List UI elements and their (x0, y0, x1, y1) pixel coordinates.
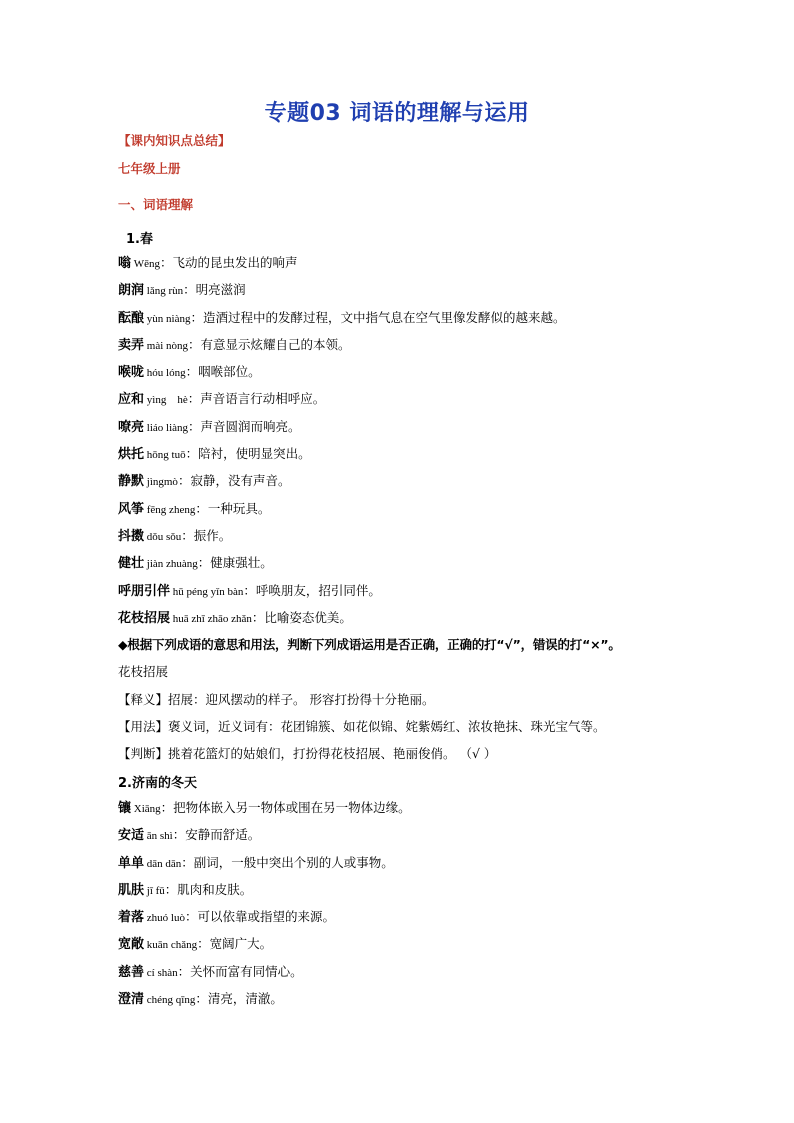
vocab-definition: ：陪衬，使明显突出。 (185, 446, 311, 462)
vocab-term: 风筝 (118, 501, 145, 517)
vocab-entry (118, 389, 718, 416)
vocab-entry (118, 253, 718, 280)
vocab-entry (118, 989, 718, 1016)
vocab-definition: ：飞动的昆虫发出的响声 (160, 255, 298, 270)
vocab-entry (118, 444, 718, 471)
vocab-entry (118, 853, 718, 880)
idiom-judgement: 【判断】挑着花篮灯的姑娘们，打扮得花枝招展、艳丽俊俏。 （√ ） (118, 746, 497, 761)
vocab-term: 酝酿 (118, 310, 145, 326)
vocab-pinyin: yìng hè (144, 394, 188, 407)
vocab-pinyin: liáo liàng (144, 421, 189, 434)
vocab-definition: ：健康强壮。 (197, 555, 273, 571)
vocab-definition: ：有意显示炫耀自己的本领。 (188, 336, 351, 352)
vocab-definition: ：一种玩具。 (195, 500, 271, 516)
vocab-term: 呼朋引伴 (118, 583, 171, 599)
vocab-definition: ：呼唤朋友，招引同伴。 (243, 582, 381, 598)
vocab-pinyin: hóu lóng (144, 367, 186, 380)
vocab-pinyin: hū péng yǐn bàn (170, 585, 244, 598)
vocab-pinyin: chéng qīng (144, 994, 196, 1007)
vocab-term: 慈善 (118, 964, 145, 980)
vocab-term: 烘托 (118, 447, 145, 463)
idiom-explanation: 【释义】招展：迎风摆动的样子。 形容打扮得十分艳丽。 (118, 692, 435, 707)
grade-heading: 七年级上册 (118, 161, 181, 176)
vocab-entry (118, 962, 718, 989)
vocab-pinyin: ān shì (144, 830, 173, 843)
vocab-pinyin: hōng tuō (144, 449, 186, 462)
vocab-entry (118, 798, 718, 825)
vocab-entry (118, 417, 718, 444)
vocab-term: 嗡 (118, 256, 132, 271)
vocab-term: 静默 (118, 474, 145, 490)
vocab-entry (118, 499, 718, 526)
vocab-pinyin: Xiāng (131, 803, 161, 815)
lesson-1-vocab-list (118, 253, 718, 635)
vocab-pinyin: mài nòng (144, 339, 189, 352)
idiom-name: 花枝招展 (118, 664, 169, 679)
vocab-definition: ：振作。 (181, 527, 232, 543)
lesson-2-vocab-list (118, 798, 718, 1016)
vocab-term: 着落 (118, 910, 145, 926)
vocab-definition: ：可以依靠或指望的来源。 (184, 909, 335, 925)
vocab-term: 健壮 (118, 556, 145, 572)
vocab-term: 镶 (118, 801, 132, 816)
vocab-definition: ：清亮，清澈。 (195, 991, 283, 1007)
vocab-entry (118, 280, 718, 307)
vocab-definition: ：声音圆润而响亮。 (188, 418, 301, 434)
vocab-pinyin: zhuó luò (144, 912, 185, 925)
vocab-entry (118, 362, 718, 389)
vocab-pinyin: jiàn zhuàng (144, 558, 198, 571)
vocab-term: 应和 (118, 392, 145, 408)
vocab-term: 嘹亮 (118, 419, 145, 435)
vocab-definition: ：声音语言行动相呼应。 (187, 391, 326, 407)
vocab-term: 宽敞 (118, 937, 145, 953)
vocab-term: 单单 (118, 855, 145, 871)
vocab-term: 喉咙 (118, 365, 145, 381)
vocab-pinyin: dān dān (144, 857, 182, 870)
vocab-pinyin: yùn niàng (144, 312, 191, 325)
vocab-pinyin: huā zhī zhāo zhǎn (170, 612, 252, 625)
vocab-entry (118, 553, 718, 580)
vocab-term: 安适 (118, 828, 145, 844)
vocab-entry (118, 526, 718, 553)
vocab-definition: ：咽喉部位。 (185, 364, 261, 380)
vocab-definition: ：把物体嵌入另一物体或围在另一物体边缘。 (160, 800, 411, 815)
vocab-definition: ：比喻姿态优美。 (251, 609, 352, 625)
vocab-definition: ：肌肉和皮肤。 (164, 881, 253, 897)
vocab-definition: ：安静而舒适。 (172, 827, 261, 843)
vocab-entry (118, 335, 718, 362)
vocab-entry (118, 308, 718, 335)
vocab-entry (118, 880, 718, 907)
vocab-term: 卖弄 (118, 337, 145, 353)
vocab-pinyin: jìngmò (144, 476, 178, 489)
page-title: 专题03 词语的理解与运用 (264, 101, 530, 126)
vocab-entry (118, 934, 718, 961)
vocab-pinyin: kuān chǎng (144, 939, 198, 952)
vocab-entry (118, 907, 718, 934)
vocab-entry (118, 471, 718, 498)
vocab-pinyin: Wēng (131, 258, 161, 270)
vocab-pinyin: cí shàn (144, 966, 178, 979)
vocab-term: 抖擞 (118, 528, 145, 544)
idiom-usage: 【用法】褒义词，近义词有：花团锦簇、如花似锦、姹紫嫣红、浓妆艳抹、珠光宝气等。 (118, 719, 606, 734)
vocab-entry (118, 581, 718, 608)
vocab-pinyin: dǒu sǒu (144, 530, 182, 543)
vocab-entry (118, 825, 718, 852)
vocab-entry (118, 608, 718, 635)
idiom-instruction: ◆根据下列成语的意思和用法，判断下列成语运用是否正确，正确的打“√”，错误的打“×”。 (118, 637, 621, 652)
vocab-term: 肌肤 (118, 882, 145, 898)
vocab-term: 澄清 (118, 992, 145, 1008)
vocab-definition: ：副词，一般中突出个别的人或事物。 (181, 854, 394, 870)
vocab-definition: ：明亮滋润 (183, 282, 246, 298)
vocab-pinyin: fēng zheng (144, 503, 196, 516)
vocab-definition: ：关怀而富有同情心。 (177, 963, 303, 979)
lesson-2-title: 2.济南的冬天 (118, 776, 197, 791)
vocab-term: 朗润 (118, 283, 145, 299)
vocab-definition: ：宽阔广大。 (197, 936, 273, 952)
vocab-pinyin: lǎng rùn (144, 285, 184, 298)
vocab-term: 花枝招展 (118, 610, 171, 626)
vocab-definition: ：寂静，没有声音。 (177, 473, 291, 489)
knowledge-heading: 【课内知识点总结】 (118, 133, 231, 148)
vocab-definition: ：造酒过程中的发酵过程，文中指气息在空气里像发酵似的越来越。 (190, 309, 566, 325)
vocab-pinyin: jī fū (144, 884, 165, 897)
section-heading: 一、词语理解 (118, 197, 194, 212)
lesson-1-title: 1.春 (126, 232, 153, 247)
